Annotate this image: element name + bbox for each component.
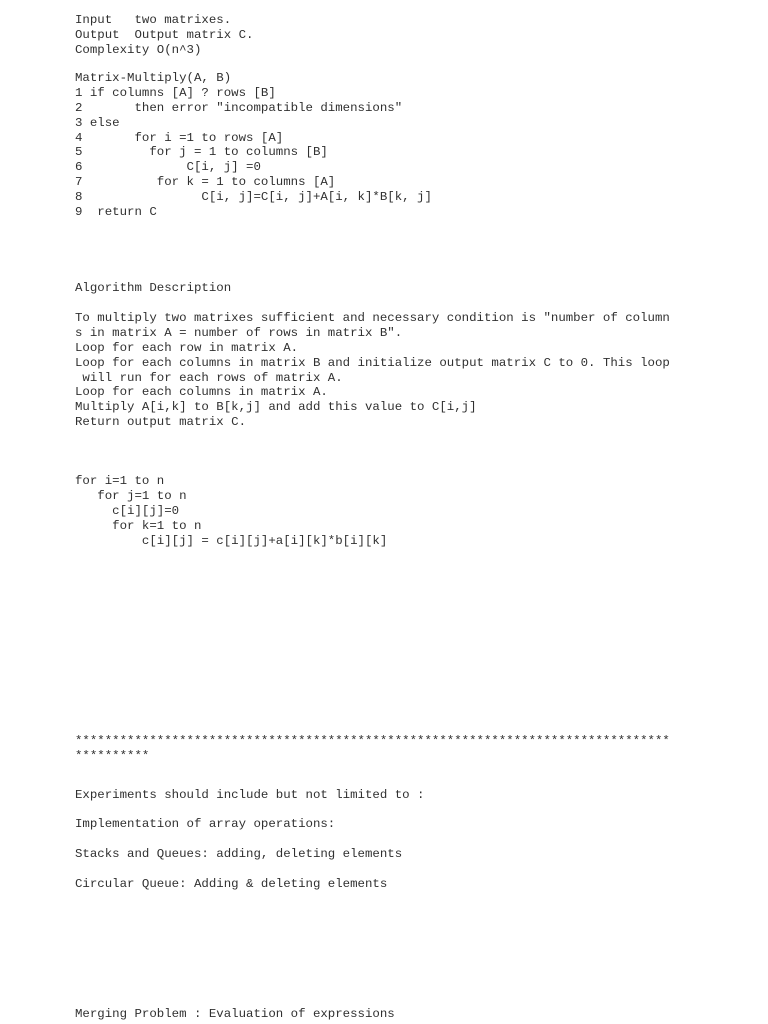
pseudocode-line: 3 else xyxy=(75,115,120,130)
description-line: Loop for each row in matrix A. xyxy=(75,340,299,355)
header-block xyxy=(75,13,253,58)
description-block xyxy=(75,281,231,296)
description-body xyxy=(75,311,670,430)
experiment-last-block xyxy=(75,1007,395,1022)
experiments-intro: Experiments should include but not limited to : xyxy=(75,788,425,802)
code-line: for j=1 to n xyxy=(75,488,187,503)
pseudocode-line: 1 if columns [A] ? rows [B] xyxy=(75,85,276,100)
experiment-item-3 xyxy=(75,877,387,892)
experiment-last: Merging Problem : Evaluation of expressions xyxy=(75,1007,395,1021)
experiment-item: Stacks and Queues: adding, deleting elements xyxy=(75,847,403,861)
experiment-item: Circular Queue: Adding & deleting elements xyxy=(75,877,388,891)
description-line: Return output matrix C. xyxy=(75,415,247,430)
pseudocode-line: 2 then error "incompatible dimensions" xyxy=(75,100,403,115)
output-line: Output Output matrix C. xyxy=(75,27,254,42)
experiment-item-1 xyxy=(75,817,335,832)
code-block xyxy=(75,474,387,548)
separator-block xyxy=(75,734,670,764)
separator-line: ********** xyxy=(75,748,150,763)
description-line: s in matrix A = number of rows in matrix B". xyxy=(75,325,403,340)
code-line: c[i][j] = c[i][j]+a[i][k]*b[i][k] xyxy=(75,533,388,548)
pseudocode-block xyxy=(75,71,432,220)
description-line: To multiply two matrixes sufficient and necessary condition is "number of column xyxy=(75,311,670,325)
pseudocode-line: 7 for k = 1 to columns [A] xyxy=(75,175,336,190)
description-line: Loop for each columns in matrix B and initialize output matrix C to 0. This loop xyxy=(75,355,670,370)
description-heading: Algorithm Description xyxy=(75,281,232,295)
separator-line: ******************************************************************************** xyxy=(75,734,670,748)
description-line: Loop for each columns in matrix A. xyxy=(75,385,328,400)
experiment-item-2 xyxy=(75,847,402,862)
pseudocode-line: 6 C[i, j] =0 xyxy=(75,160,261,175)
pseudocode-title: Matrix-Multiply(A, B) xyxy=(75,71,232,85)
description-line: Multiply A[i,k] to B[k,j] and add this value to C[i,j] xyxy=(75,400,477,415)
pseudocode-line: 5 for j = 1 to columns [B] xyxy=(75,145,328,160)
code-line: for i=1 to n xyxy=(75,474,165,488)
description-line: will run for each rows of matrix A. xyxy=(75,370,343,385)
pseudocode-line: 4 for i =1 to rows [A] xyxy=(75,130,284,145)
code-line: c[i][j]=0 xyxy=(75,503,180,518)
pseudocode-line: 8 C[i, j]=C[i, j]+A[i, k]*B[k, j] xyxy=(75,190,432,205)
code-line: for k=1 to n xyxy=(75,518,202,533)
input-line: Input two matrixes. xyxy=(75,13,232,27)
pseudocode-line: 9 return C xyxy=(75,205,157,220)
experiments-intro-block xyxy=(75,788,424,803)
complexity-line: Complexity O(n^3) xyxy=(75,42,202,57)
experiment-item: Implementation of array operations: xyxy=(75,817,336,831)
